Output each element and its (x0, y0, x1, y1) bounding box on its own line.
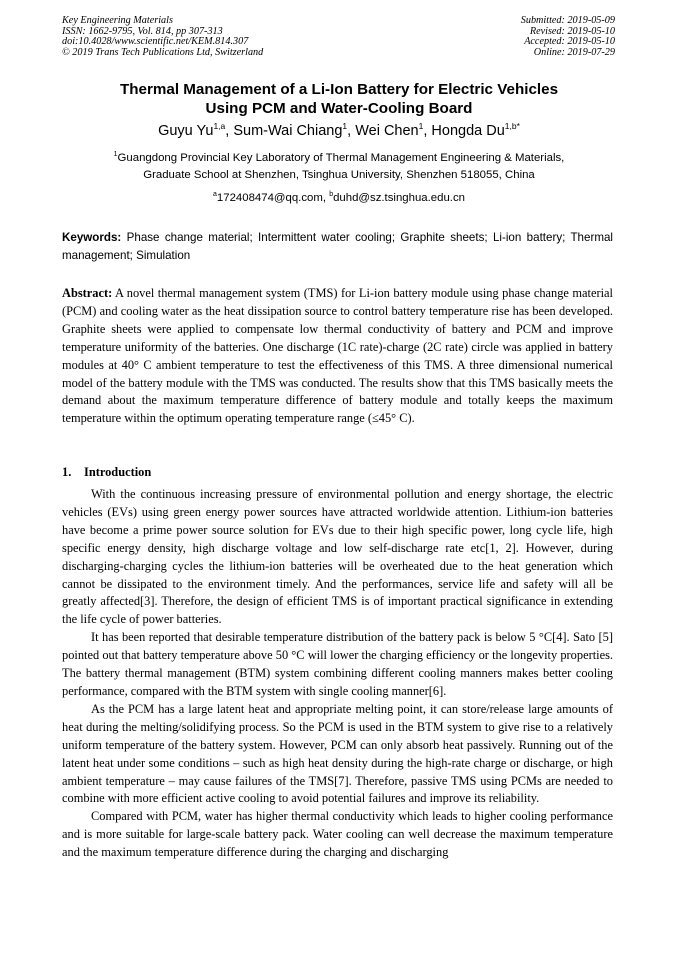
author-separator: , (423, 123, 432, 139)
author-affiliation-mark: 1 (418, 121, 424, 131)
email-a: 172408474@qq.com, (216, 192, 330, 204)
affiliation-line-2: Graduate School at Shenzhen, Tsinghua University, Shenzhen 518055, China (143, 168, 535, 181)
paragraph: Compared with PCM, water has higher thermal conductivity which leads to higher cooling performance and is more suitable for large-scale battery pack. Water cooling can well decrease the maximum temperature and the maximum temperature difference during the charging and discharging (62, 809, 613, 860)
submitted-date: Submitted: 2019-05-09 (520, 15, 615, 26)
email-b: duhd@sz.tsinghua.edu.cn (333, 192, 465, 204)
author-name: Hongda Du (431, 123, 505, 139)
author-name: Sum-Wai Chiang (233, 123, 343, 139)
journal-copyright: © 2019 Trans Tech Publications Ltd, Switzerland (62, 46, 264, 58)
author-separator: , (225, 123, 234, 139)
paragraph: It has been reported that desirable temperature distribution of the battery pack is below 5 °C[4]. Sato [5] pointed out that battery temperature above 50 °C will lower the charging efficiency or the longevity properties. The battery thermal management (BTM) system combining different cooling manners makes better cooling performance, compared with the BTM system with single cooling manner[6]. (62, 630, 613, 698)
paragraph: With the continuous increasing pressure of environmental pollution and energy shortage, the electric vehicles (EVs) using green energy power sources have attracted worldwide attention. Lithium-ion batteries have become a prime power source solution for EVs due to their high specific power, long cycle life, high specific energy density, high discharge voltage and low self-discharge rate etc[1, 2]. However, during discharging-charging cycles the lithium-ion batteries will be overheated due to the heat generation which cannot be dissipated to the environment timely. And the performances, service life and safety will all be greatly affected[3]. Therefore, the design of efficient TMS is of important practical significance in extending the life cycle of power batteries. (62, 487, 613, 627)
author-emails (60, 191, 618, 205)
introduction-body (62, 486, 613, 862)
affiliation (60, 150, 618, 183)
section-title: Introduction (84, 465, 152, 479)
author-name: Wei Chen (355, 123, 419, 139)
title-line-1: Thermal Management of a Li-Ion Battery for Electric Vehicles (119, 81, 559, 98)
paragraph: As the PCM has a large latent heat and appropriate melting point, it can store/release large amounts of heat during the melting/solidifying process. So the PCM is used in the BTM system to give rise to a relatively uniform temperature of the battery system. However, PCM can only absorb heat passively. Running out of the latent heat under some conditions – such as high heat density during the high-rate charge or discharge, or high ambient temperature – may cause failures of the TMS[7]. Therefore, passive TMS using PCMs are needed to combine with more efficient active cooling to avoid potential failures and improve its reliability. (62, 701, 613, 806)
revised-date: Revised: 2019-05-10 (529, 25, 615, 37)
affiliation-line-1: Guangdong Provincial Key Laboratory of Thermal Management Engineering & Materials, (117, 152, 565, 164)
author-list (60, 122, 618, 140)
author-affiliation-mark: 1,b* (504, 121, 520, 131)
affiliation-mark: 1 (113, 151, 118, 158)
author-separator: , (347, 123, 356, 139)
section-number: 1. (62, 465, 72, 479)
abstract-text: A novel thermal management system (TMS) for Li-ion battery module using phase change material (PCM) and cooling water as the heat dissipation source to control battery temperature rise has been developed. Graphite sheets were applied to compensate low thermal conductivity of battery and PCM and improve temperature uniformity of the batteries. One discharge (1C rate)-charge (2C rate) circle was applied in battery modules at 40° C ambient temperature to test the effectiveness of this TMS. A three dimensional numerical model of the battery module with the TMS was conducted. The results show that this TMS basically meets the demand about the maximum temperature difference of battery module and totally keeps the maximum temperature within the optimum operating temperature range (≤45° C). (62, 286, 613, 426)
email-mark-a: a (213, 191, 217, 198)
title-line-2: Using PCM and Water-Cooling Board (205, 100, 473, 117)
accepted-date: Accepted: 2019-05-10 (524, 36, 615, 48)
author-name: Guyu Yu (158, 123, 214, 139)
abstract-block (62, 285, 613, 428)
online-date: Online: 2019-07-29 (533, 46, 615, 58)
section-heading (62, 463, 151, 481)
keywords-text: Phase change material; Intermittent water cooling; Graphite sheets; Li-ion battery; Thermal management; Simulation (62, 231, 613, 262)
journal-name: Key Engineering Materials (62, 15, 173, 26)
journal-header-left (62, 16, 263, 58)
email-mark-b: b (329, 191, 334, 198)
keywords-block (62, 229, 613, 264)
abstract-label: Abstract: (62, 286, 113, 300)
author-affiliation-mark: 1,a (213, 121, 226, 131)
author-affiliation-mark: 1 (342, 121, 348, 131)
paper-title (60, 80, 618, 118)
keywords-label: Keywords: (62, 231, 122, 244)
journal-header-right (521, 16, 615, 58)
journal-doi: doi:10.4028/www.scientific.net/KEM.814.307 (62, 36, 249, 48)
journal-issn: ISSN: 1662-9795, Vol. 814, pp 307-313 (62, 25, 223, 37)
